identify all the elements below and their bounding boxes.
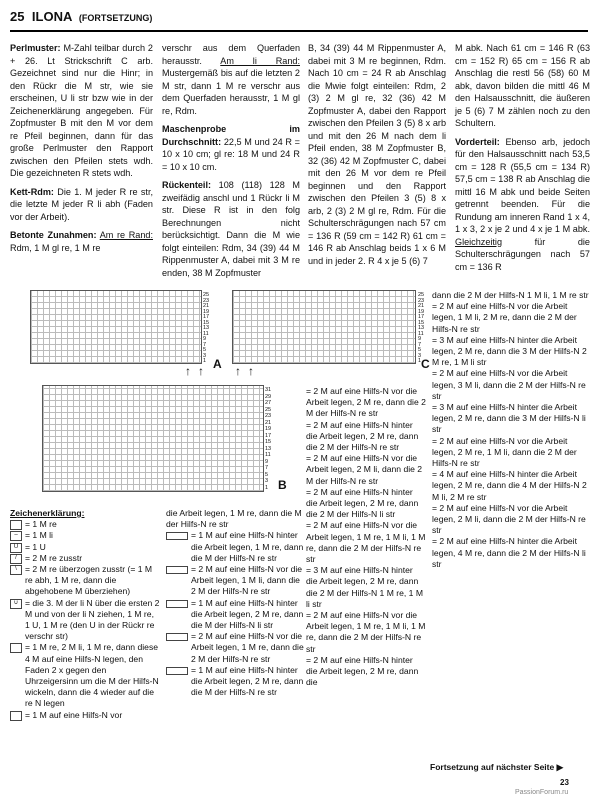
legend-column-4 <box>432 290 590 570</box>
legend-item <box>432 402 590 436</box>
legend-item <box>166 631 304 665</box>
legend-text: = 2 M auf eine Hilfs-N vor die Arbeit legen, 1 M li, dann die 2 M der Hilfs-N re str <box>191 564 303 597</box>
chart-row-label: 3 <box>203 352 207 359</box>
chart-legend <box>10 508 160 721</box>
arrow-up-icon: ↑ <box>185 364 191 378</box>
paragraph: verschr aus dem Querfaden herausstr. Am li Rand: Mustergemäß bis auf die letzten 2 M str, dann 1 M re verschr aus dem Querfaden herausstr, 1 M gl re, Rdm. <box>162 43 300 116</box>
chart-row-label: 23 <box>203 297 210 304</box>
legend-item <box>166 564 304 598</box>
stitch-symbol-icon <box>10 643 22 653</box>
knitting-chart-c <box>232 290 416 364</box>
legend-item <box>10 642 160 709</box>
continuation-note: Fortsetzung auf nächster Seite ▶ <box>430 762 564 772</box>
legend-item <box>10 553 160 564</box>
text-column-3 <box>308 42 446 273</box>
legend-text: = 1 M auf eine Hilfs-N vor <box>25 709 123 720</box>
legend-text: = 2 M auf eine Hilfs-N hinter die Arbeit legen, 2 M re, dann die 2 M der Hilfs-N re str <box>306 419 419 453</box>
legend-text: = 1 U <box>25 541 46 552</box>
page-header <box>10 8 588 32</box>
legend-text: = 1 M auf eine Hilfs-N hinter die Arbeit legen, 2 M re, dann die M der Hilfs-N li str <box>191 597 304 631</box>
pattern-number: 25 <box>10 9 25 24</box>
legend-item <box>306 655 426 689</box>
chart-row-label: 5 <box>418 347 422 353</box>
legend-text: = 2 M auf eine Hilfs-N hinter die Arbeit legen, 4 M re, dann die 2 M der Hilfs-N li str <box>432 536 586 569</box>
legend-item <box>306 610 426 655</box>
legend-text: = 3 M auf eine Hilfs-N hinter die Arbeit legen, 2 M re, dann die 3 M der Hilfs-N li str <box>432 402 586 435</box>
chart-row-label: 7 <box>265 465 269 471</box>
arrow-up-icon: ↑ <box>248 364 254 378</box>
chart-row-label: 7 <box>203 341 207 348</box>
legend-text: = 2 M auf eine Hilfs-N vor die Arbeit legen, 2 M li, dann die 2 M der Hilfs-N re str <box>432 502 586 536</box>
chart-row-label: 17 <box>265 432 272 439</box>
legend-title: Zeichenerklärung: <box>10 508 85 518</box>
legend-text: = 1 M re, 2 M li, 1 M re, dann diese 4 M auf eine Hilfs-N legen, den Faden 2 x gegen den Uhrzeigersinn um die M der Hilfs-N wickeln, dann die 4 wieder auf die re N legen <box>25 642 159 709</box>
chart-c-label: C <box>421 357 430 371</box>
legend-item <box>432 290 590 301</box>
legend-item <box>306 520 426 565</box>
legend-item <box>166 508 304 530</box>
legend-item <box>306 565 426 610</box>
chart-row-label: 15 <box>203 319 210 326</box>
knitting-chart-a <box>30 290 202 364</box>
legend-text: = 2 M auf eine Hilfs-N vor die Arbeit legen, 1 M re, dann die 2 M der Hilfs-N re str <box>191 631 304 664</box>
stitch-symbol-icon: / <box>10 554 22 564</box>
paragraph: Perlmuster: M-Zahl teilbar durch 2 + 26. Lt Strickschrift C arb. Gezeichnet sind nur die Hinr; in den Rückr die M str, wie sie erscheinen, U li str bzw wie in der Zeichenerklärung angegeben. Für Zopfmuster B mit den M vor dem re Pfeil beginnen, dann für das große Perlmuster den Rapport zwischen den Pfeilen stets wdh. Die gezeichneten R stets wdh. <box>10 43 153 178</box>
chart-row-label: 15 <box>418 319 425 326</box>
legend-item <box>432 335 590 369</box>
chart-row-label: 23 <box>418 297 425 304</box>
chart-row-label: 11 <box>203 330 209 337</box>
legend-text: = 2 M auf eine Hilfs-N vor die Arbeit legen, 1 M re, 1 M li, 1 M re, dann die 2 M der Hilfs-N re str <box>306 610 426 654</box>
chart-row-label: 19 <box>418 308 425 315</box>
legend-item <box>10 542 160 553</box>
chart-row-label: 9 <box>418 336 422 342</box>
page-number: 23 <box>560 778 569 787</box>
chart-row-label: 3 <box>418 352 422 359</box>
legend-item <box>306 453 426 487</box>
chart-row-label: 3 <box>265 478 269 484</box>
legend-item <box>10 530 160 541</box>
chart-row-label: 25 <box>203 292 210 298</box>
chart-row-label: 9 <box>203 336 207 342</box>
stitch-symbol-icon: U <box>10 543 22 553</box>
legend-text: = 4 M auf eine Hilfs-N hinter die Arbeit legen, 2 M re, dann die 4 M der Hilfs-N 2 M li, 2 M re str <box>432 469 587 502</box>
legend-item <box>166 665 304 699</box>
chart-row-label: 13 <box>203 325 210 331</box>
legend-text: = 1 M auf eine Hilfs-N hinter die Arbeit legen, 1 M re, dann die M der Hilfs-N re str <box>191 530 304 563</box>
paragraph: Rückenteil: 108 (118) 128 M zweifädig anschl und 1 Rückr li M str. Diese R ist in den folg Berechnungen nicht berücksichtigt. Dann die M wie folgt einteilen: Rdm, 34 (39) 44 M Rippenmuster A, dabei mit 3 M re enden, 38 M Zopfmuster <box>162 180 300 278</box>
pattern-continuation: (FORTSETZUNG) <box>78 13 153 23</box>
chart-row-label: 7 <box>418 341 422 348</box>
legend-item <box>10 710 160 721</box>
legend-text: = 2 M auf eine Hilfs-N vor die Arbeit legen, 1 M li, 2 M re, dann die 2 M der Hilfs-N re str <box>432 301 577 334</box>
chart-a-row-labels <box>203 292 209 364</box>
chart-row-label: 23 <box>265 413 272 419</box>
chart-row-label: 11 <box>418 330 424 337</box>
chart-row-label: 9 <box>265 458 269 465</box>
legend-item <box>10 519 160 530</box>
legend-item <box>432 368 590 402</box>
legend-text: die Arbeit legen, 1 M re, dann die M der Hilfs-N re str <box>166 508 302 530</box>
cable-symbol-icon <box>166 532 188 540</box>
chart-row-label: 5 <box>265 471 269 478</box>
chart-row-label: 25 <box>265 406 272 413</box>
legend-item <box>306 487 426 521</box>
chart-b-label: B <box>278 478 287 492</box>
paragraph: B, 34 (39) 44 M Rippenmuster A, dabei mit 3 M re beginnen, Rdm. Nach 10 cm = 24 R ab Anschlag die Mwie folgt einteilen: Rdm, 2 (3) 2 M gl re, 32 (36) 42 M Zopfmuster A, dabei den Rapport zwischen den Pfeilen 3 (5) 8 x arb und mit den 26 M nach dem li Pfeil enden, 38 M Zopfmuster B, 32 (36) 42 M Zopfmuster C, dabei mit den 26 M vor dem re Pfeil beginnen und den Rapport zwischen den Pfeilen 3 (5) 8 x arb, 2 (3) 2 M gl re, Rdm. Für die Schulterschrägungen nach 57 cm = 136 R (59 cm = 142 R) 61 cm = 146 R ab Anschlag beids 1 x 6 M und in jeder 2. R 4 x je 5 (6) 7 <box>308 43 446 266</box>
chart-row-label: 29 <box>265 393 272 400</box>
legend-text: = 3 M auf eine Hilfs-N hinter die Arbeit legen, 2 M re, dann die 2 M der Hilfs-N 1 M re, 1 M li str <box>306 565 423 609</box>
chart-row-label: 15 <box>265 439 272 445</box>
stitch-symbol-icon: ∪ <box>10 599 22 609</box>
cable-symbol-icon <box>166 633 188 641</box>
legend-text: = 2 M auf eine Hilfs-N hinter die Arbeit legen, 2 M re, dann die 2 M der Hilfs-N li str <box>306 486 419 520</box>
arrow-up-icon: ↑ <box>235 364 241 378</box>
cable-symbol-icon <box>166 566 188 574</box>
legend-item <box>306 420 426 454</box>
legend-text: = 1 M li <box>25 530 53 541</box>
legend-text: = 2 M re zusstr <box>25 552 83 563</box>
legend-text: = 2 M re überzogen zusstr (= 1 M re abh, 1 M re, dann die abgehobene M überziehen) <box>25 564 153 597</box>
chart-a-label: A <box>213 357 222 371</box>
legend-item <box>166 598 304 632</box>
cable-symbol-icon <box>166 667 188 675</box>
text-column-1 <box>10 42 153 260</box>
chart-row-label: 21 <box>418 303 425 309</box>
legend-column-2 <box>166 508 304 698</box>
chart-row-label: 25 <box>418 292 425 298</box>
knitting-chart-b <box>42 385 264 492</box>
legend-text: = 2 M auf eine Hilfs-N vor die Arbeit legen, 1 M re, 1 M li, 1 M re, dann die 2 M der Hilfs-N re str <box>306 520 426 565</box>
legend-item <box>432 436 590 470</box>
chart-row-label: 19 <box>265 426 272 432</box>
stitch-symbol-icon <box>10 711 22 721</box>
chart-row-label: 31 <box>265 387 272 393</box>
pattern-title: ILONA <box>31 9 73 24</box>
legend-text: = 1 M auf eine Hilfs-N hinter die Arbeit legen, 2 M re, dann die M der Hilfs-N re str <box>191 664 304 698</box>
stitch-symbol-icon: \ <box>10 565 22 575</box>
legend-item <box>432 536 590 570</box>
chart-c-row-labels <box>418 292 424 364</box>
legend-item <box>432 469 590 503</box>
stitch-symbol-icon: – <box>10 531 22 541</box>
text-column-2 <box>162 42 300 285</box>
legend-text: dann die 2 M der Hilfs-N 1 M li, 1 M re str <box>432 290 589 300</box>
legend-text: = 2 M auf eine Hilfs-N vor die Arbeit legen, 3 M li, dann die 2 M der Hilfs-N re str <box>432 368 586 401</box>
chart-row-label: 1 <box>203 358 207 364</box>
chart-b-row-labels <box>265 387 271 491</box>
legend-text: = 3 M auf eine Hilfs-N hinter die Arbeit legen, 2 M re, dann die 3 M der Hilfs-N 2 M re, 1 M li str <box>432 334 587 368</box>
chart-row-label: 13 <box>265 445 272 452</box>
chart-row-label: 27 <box>265 400 272 406</box>
legend-item <box>432 503 590 537</box>
chart-row-label: 17 <box>418 314 425 320</box>
paragraph: M abk. Nach 61 cm = 146 R (63 cm = 152 R) 65 cm = 156 R ab Anschlag die restl 56 (58) 60 M abk, davon bilden die mittl 46 M den Halsausschnitt, die äußeren je 5 (6) 7 M zählen noch zu den Schultern. <box>455 43 590 128</box>
chart-row-label: 21 <box>265 419 272 426</box>
chart-row-label: 1 <box>265 484 269 491</box>
chart-row-label: 1 <box>418 358 422 364</box>
legend-item <box>10 598 160 643</box>
legend-text: = 2 M auf eine Hilfs-N vor die Arbeit legen, 2 M re, dann die 2 M der Hilfs-N re str <box>306 386 426 419</box>
chart-row-label: 17 <box>203 314 210 320</box>
paragraph: Betonte Zunahmen: Am re Rand: Rdm, 1 M gl re, 1 M re <box>10 230 153 253</box>
legend-item <box>166 530 304 564</box>
chart-row-label: 11 <box>265 452 271 458</box>
cable-symbol-icon <box>166 600 188 608</box>
legend-text: = 2 M auf eine Hilfs-N vor die Arbeit legen, 2 M re, 1 M li, dann die 2 M der Hilfs-N re str <box>432 435 577 469</box>
legend-item <box>432 301 590 335</box>
chart-row-label: 19 <box>203 308 210 315</box>
legend-text: = 2 M auf eine Hilfs-N vor die Arbeit legen, 2 M li, dann die 2 M der Hilfs-N re str <box>306 453 423 486</box>
arrow-up-icon: ↑ <box>198 364 204 378</box>
chart-row-label: 5 <box>203 347 207 353</box>
paragraph: Kett-Rdm: Die 1. M jeder R re str, die letzte M jeder R li abh (Faden vor der Arbeit). <box>10 186 153 222</box>
paragraph: Maschenprobe im Durchschnitt: 22,5 M und 24 R = 10 x 10 cm; gl re: 18 M und 24 R = 10 x 10 cm. <box>162 124 300 172</box>
watermark: PassionForum.ru <box>515 789 569 796</box>
legend-item <box>10 564 160 598</box>
legend-text: = 2 M auf eine Hilfs-N hinter die Arbeit legen, 2 M re, dann die <box>306 654 419 688</box>
legend-text: = 1 M re <box>25 519 57 530</box>
stitch-symbol-icon <box>10 520 22 530</box>
paragraph: Vorderteil: Ebenso arb, jedoch für den Halsausschnitt nach 53,5 cm = 128 R (55,5 cm = 134 R) 57,5 cm = 138 R ab Anschlag die mittl 16 M abk und beide Seiten getrennt beenden. Für die Rundung am inneren Rand 1 x 4, 1 x 3, 2 x je 2 und 4 x je 1 M abk. Gleichzeitig für die Schulterschrägungen nach 57 cm = 136 R <box>455 136 590 272</box>
text-column-4 <box>455 42 590 279</box>
legend-text: = die 3. M der li N über die ersten 2 M und von der li N ziehen, 1 M re, 1 U, 1 M re (den U in der Rückr re verschr str) <box>25 597 160 642</box>
chart-row-label: 21 <box>203 303 210 309</box>
chart-row-label: 13 <box>418 325 425 331</box>
legend-item <box>306 386 426 420</box>
legend-column-3 <box>306 386 426 688</box>
